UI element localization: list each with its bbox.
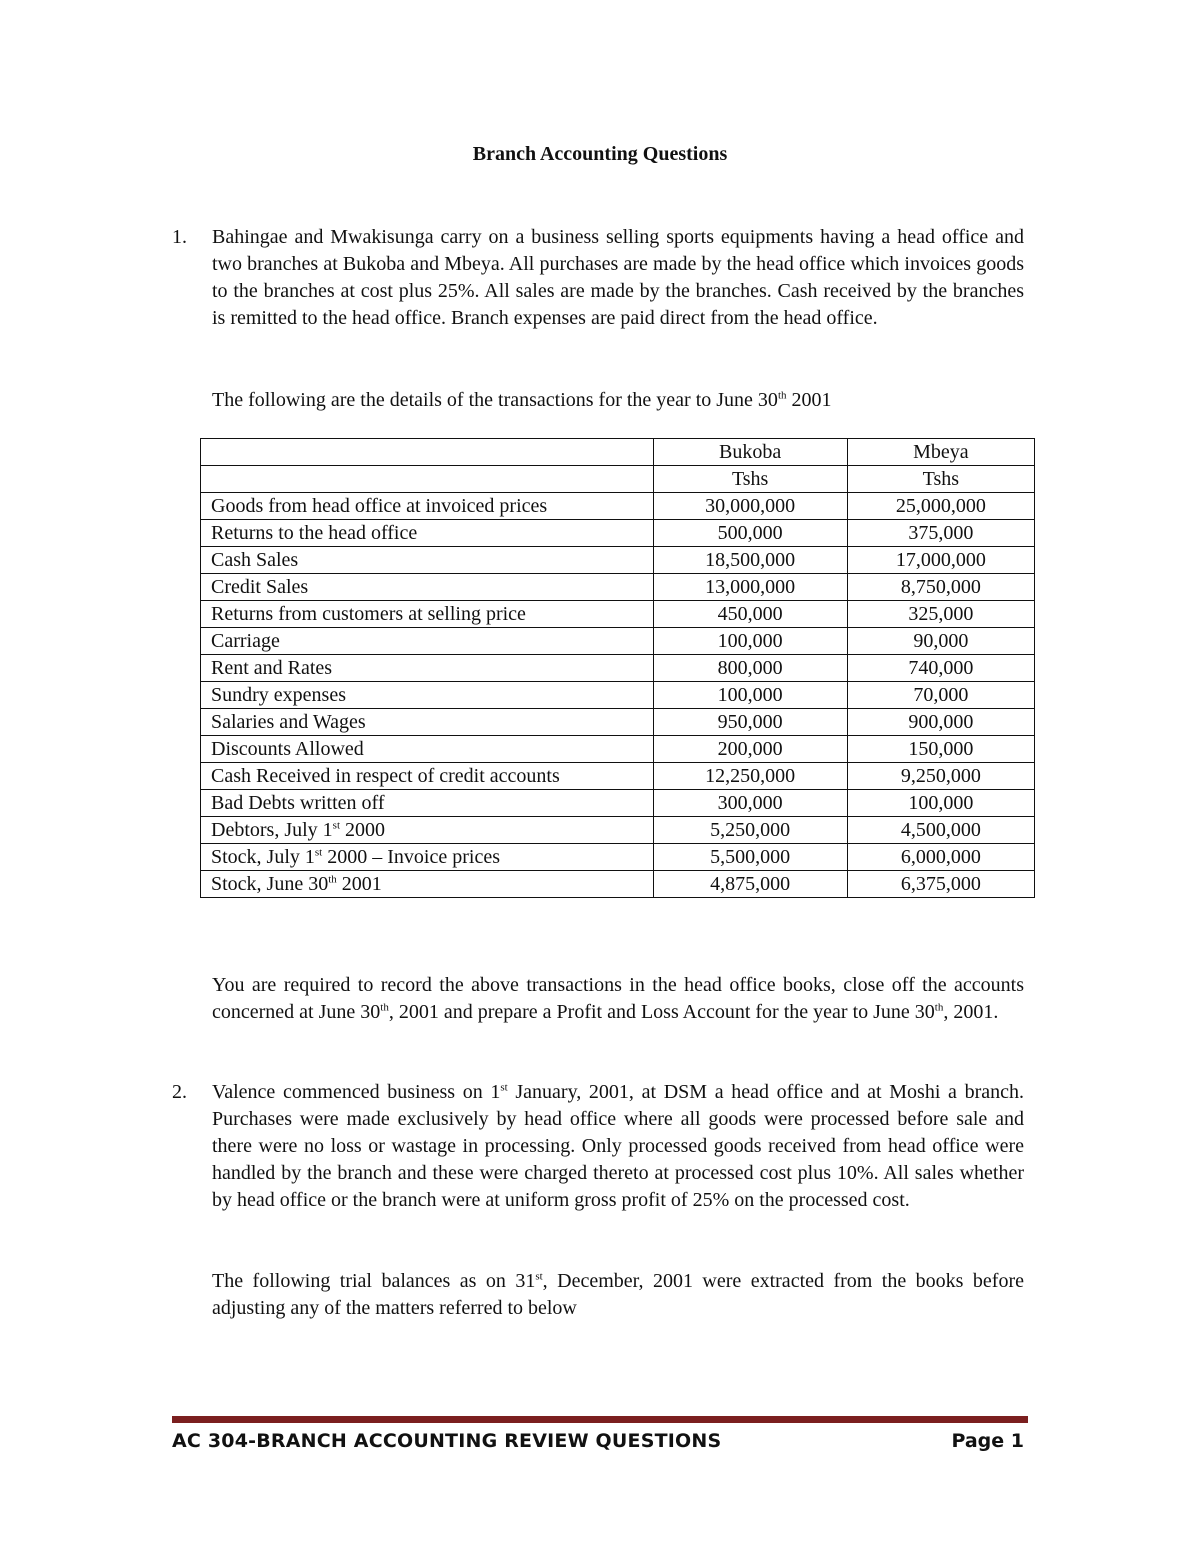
row-value-bukoba: 100,000 [653,628,847,655]
footer-rule [172,1416,1028,1423]
row-label-text: Debtors, July 1 [211,819,333,841]
row-label-text: Stock, July 1 [211,846,315,868]
row-value-mbeya: 150,000 [847,736,1034,763]
row-label-suffix: 2000 [340,819,386,841]
table-row [201,682,1035,709]
row-label [201,844,654,871]
row-value-bukoba: 5,500,000 [653,844,847,871]
row-value-bukoba: 950,000 [653,709,847,736]
row-label: Rent and Rates [201,655,654,682]
row-label: Cash Received in respect of credit accounts [201,763,654,790]
footer-page-number: Page 1 [951,1430,1024,1452]
table-row [201,790,1035,817]
row-value-mbeya: 325,000 [847,601,1034,628]
q2-text-b: January, 2001, at DSM a head office and at Moshi a branch. Purchases were made exclusively by head office where all goods were processed before sale and there were no loss or wastage in processing. Only processed goods received from head office were handled by the branch and these were charged thereto at processed cost plus 10%. All sales whether by head office or the branch were at uniform gross profit of 25% on the processed cost. [212,1081,1024,1211]
row-label: Discounts Allowed [201,736,654,763]
row-value-mbeya: 9,250,000 [847,763,1034,790]
requirement-text-a: You are required to record the above transactions in the head office books, close off the accounts concerned at June 30 [212,974,1024,1023]
requirement-text-b: , 2001 and prepare a Profit and Loss Account for the year to June 30 [388,1001,935,1023]
table-header-row [201,439,1035,466]
table-row [201,817,1035,844]
row-label-superscript: st [314,846,323,859]
row-value-mbeya: 8,750,000 [847,574,1034,601]
table-row [201,655,1035,682]
table-row [201,574,1035,601]
row-value-mbeya: 900,000 [847,709,1034,736]
row-value-bukoba: 450,000 [653,601,847,628]
row-label: Credit Sales [201,574,654,601]
transactions-table [200,438,1035,898]
row-label-suffix: 2000 – Invoice prices [322,846,500,868]
row-value-bukoba: 30,000,000 [653,493,847,520]
currency-cell-bukoba: Tshs [653,466,847,493]
table-row [201,493,1035,520]
table-row [201,628,1035,655]
question-1-requirement [212,972,1024,1026]
question-1 [172,224,1024,332]
row-label: Sundry expenses [201,682,654,709]
question-1-paragraph: Bahingae and Mwakisunga carry on a business selling sports equipments having a head office and two branches at Bukoba and Mbeya. All purchases are made by the head office which invoices goods to the branches at cost plus 25%. All sales are made by the branches. Cash received by the branches is remitted to the head office. Branch expenses are paid direct from the head office. [212,226,1024,329]
requirement-sup-1: th [380,1001,389,1014]
row-label: Bad Debts written off [201,790,654,817]
trial-text-a: The following trial balances as on 31 [212,1270,536,1292]
header-cell-mbeya: Mbeya [847,439,1034,466]
row-label-superscript: st [332,819,341,832]
table-row [201,844,1035,871]
table-row [201,547,1035,574]
row-value-mbeya: 25,000,000 [847,493,1034,520]
requirement-text-c: , 2001. [943,1001,999,1023]
row-value-mbeya: 4,500,000 [847,817,1034,844]
trial-superscript: st [535,1270,543,1283]
row-label: Returns from customers at selling price [201,601,654,628]
currency-cell-mbeya: Tshs [847,466,1034,493]
question-2-trial-balance-intro [212,1268,1024,1322]
row-value-bukoba: 5,250,000 [653,817,847,844]
header-cell-bukoba: Bukoba [653,439,847,466]
question-2-paragraph [212,1079,1024,1214]
row-value-bukoba: 12,250,000 [653,763,847,790]
row-value-mbeya: 17,000,000 [847,547,1034,574]
footer-course-title: AC 304-BRANCH ACCOUNTING REVIEW QUESTIONS [172,1430,722,1452]
row-value-bukoba: 800,000 [653,655,847,682]
row-value-bukoba: 500,000 [653,520,847,547]
row-label [201,871,654,898]
row-value-bukoba: 18,500,000 [653,547,847,574]
row-value-mbeya: 100,000 [847,790,1034,817]
currency-cell-empty [201,466,654,493]
table-row [201,763,1035,790]
row-value-mbeya: 6,000,000 [847,844,1034,871]
table-row [201,709,1035,736]
row-value-bukoba: 300,000 [653,790,847,817]
row-label: Carriage [201,628,654,655]
header-cell-empty [201,439,654,466]
intro-year: 2001 [786,389,832,411]
row-label-suffix: 2001 [336,873,382,895]
row-value-bukoba: 13,000,000 [653,574,847,601]
question-1-number: 1. [172,226,187,248]
table-row [201,601,1035,628]
row-label [201,817,654,844]
row-value-bukoba: 200,000 [653,736,847,763]
row-label-superscript: th [328,873,337,886]
row-label: Salaries and Wages [201,709,654,736]
table-row [201,871,1035,898]
row-value-mbeya: 6,375,000 [847,871,1034,898]
row-label: Returns to the head office [201,520,654,547]
q2-superscript: st [500,1081,508,1094]
row-value-mbeya: 90,000 [847,628,1034,655]
trial-text-b: , December, 2001 were extracted from the books before adjusting any of the matters referred to below [212,1270,1024,1319]
row-value-mbeya: 70,000 [847,682,1034,709]
table-row [201,736,1035,763]
row-value-mbeya: 740,000 [847,655,1034,682]
question-2 [172,1079,1024,1214]
table-row [201,520,1035,547]
intro-text: The following are the details of the transactions for the year to June 30 [212,389,778,411]
row-value-bukoba: 100,000 [653,682,847,709]
row-label-text: Stock, June 30 [211,873,329,895]
row-label: Cash Sales [201,547,654,574]
row-label: Goods from head office at invoiced prices [201,493,654,520]
requirement-sup-2: th [934,1001,944,1014]
page-title: Branch Accounting Questions [472,143,728,165]
q2-text-a: Valence commenced business on 1 [212,1081,501,1103]
row-value-mbeya: 375,000 [847,520,1034,547]
intro-superscript: th [777,389,787,402]
question-1-intro [212,387,832,414]
question-2-number: 2. [172,1081,187,1103]
table-currency-row [201,466,1035,493]
row-value-bukoba: 4,875,000 [653,871,847,898]
